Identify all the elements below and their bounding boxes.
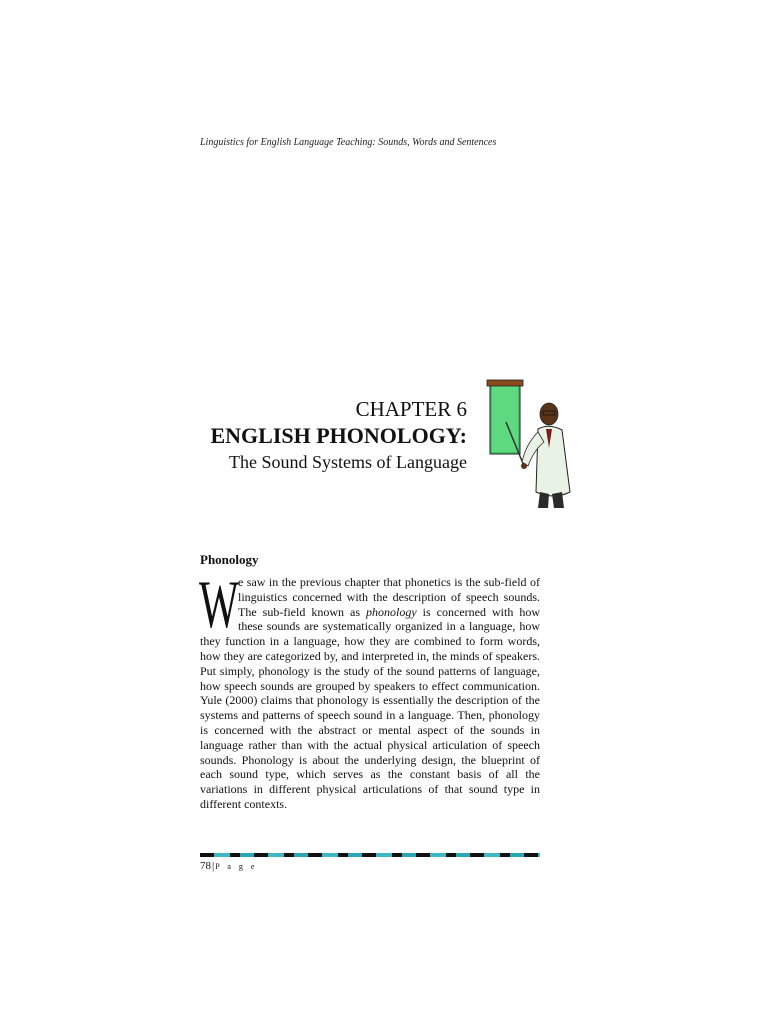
- teacher-pointing-at-board-icon: [482, 374, 578, 512]
- section-heading: Phonology: [200, 552, 259, 567]
- body-text-part-1: e saw in the previous chapter that phonetics is the sub-field of linguistics concerned with the description of speech sounds. The sub-field known as: [238, 575, 540, 619]
- running-header: Linguistics for English Language Teaching: Sounds, Words and Sentences: [200, 137, 497, 148]
- footer-rule: [200, 853, 540, 857]
- chapter-heading: [200, 396, 467, 474]
- drop-cap: W: [199, 566, 239, 642]
- page-label: P a g e: [215, 862, 258, 871]
- italic-term: phonology: [366, 604, 417, 619]
- page-number: 78: [200, 860, 211, 872]
- body-paragraph: [199, 566, 540, 812]
- body-text-part-2: is concerned with how these sounds are systematically organized in a language, how they function in a language, how they are combined to form words, how they are categorized by, and interpreted in, the minds of speakers. Put simply, phonology is the study of the sound patterns of language, how speech sounds are grouped by speakers to effect communication. Yule (2000) claims that phonology is essentially the description of the systems and patterns of speech sound in a language. Then, phonology is concerned with the abstract or mental aspect of the sounds in language rather than with the actual physical articulation of speech sounds. Phonology is about the underlying design, the blueprint of each sound type, which serves as the constant basis of all the variations in different physical articulations of that sound type in different contexts.: [200, 604, 540, 811]
- chapter-number: CHAPTER 6: [355, 397, 467, 421]
- chapter-title: ENGLISH PHONOLOGY:: [210, 423, 467, 448]
- page-separator: |: [212, 860, 215, 872]
- page-footer: [200, 860, 257, 872]
- chapter-subtitle: The Sound Systems of Language: [229, 452, 467, 472]
